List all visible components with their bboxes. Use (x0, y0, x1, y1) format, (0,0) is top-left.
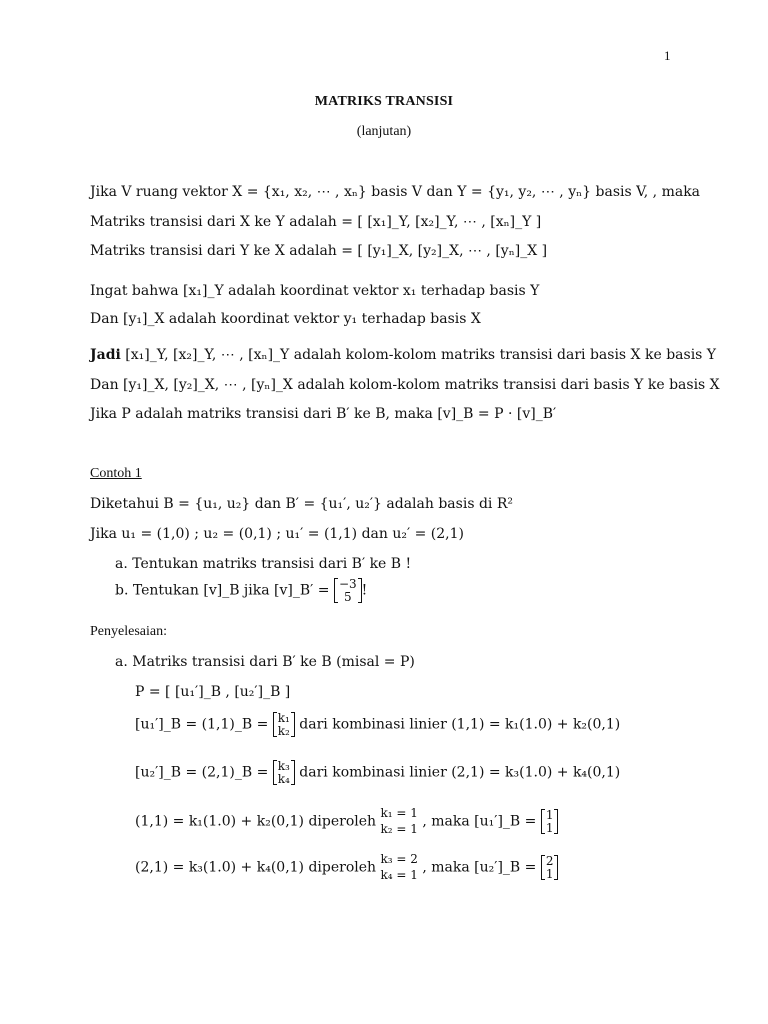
conclusion-text: [x₁]_Y, [x₂]_Y, ⋯ , [xₙ]_Y adalah kolom-kolom matriks transisi dari basis X ke basis Y (120, 347, 717, 363)
system-eq: k₂ = 1 (380, 821, 418, 836)
example-line-2: Jika u₁ = (1,0) ; u₂ = (0,1) ; u₁′ = (1,1) dan u₂′ = (2,1) (90, 526, 464, 542)
system-eq: k₄ = 1 (380, 867, 418, 882)
remark-line-1: Ingat bahwa [x₁]_Y adalah koordinat vektor x₁ terhadap basis Y (90, 283, 540, 299)
question-a: a. Tentukan matriks transisi dari B′ ke B ! (115, 556, 412, 572)
matrix-entry: k₄ (277, 771, 290, 786)
p-definition: P = [ [u₁′]_B , [u₂′]_B ] (135, 684, 291, 700)
system-eq: k₃ = 2 (380, 852, 418, 866)
conclusion-line-1 (90, 347, 716, 363)
conclusion-line-2: Dan [y₁]_X, [y₂]_X, ⋯ , [yₙ]_X adalah kolom-kolom matriks transisi dari basis Y ke basis X (90, 377, 720, 393)
conclusion-line-3: Jika P adalah matriks transisi dari B′ ke B, maka [v]_B = P · [v]_B′ (90, 406, 557, 422)
matrix-entry: 1 (545, 866, 554, 881)
question-b-matrix (334, 578, 362, 603)
matrix-entry: k₂ (277, 723, 290, 738)
system-2 (381, 852, 418, 883)
definition-line-3: Matriks transisi dari Y ke X adalah = [ [y₁]_X, [y₂]_X, ⋯ , [yₙ]_X ] (90, 243, 548, 259)
result-matrix-1 (541, 809, 559, 834)
matrix-entry: 1 (545, 820, 554, 835)
matrix-entry: k₃ (277, 759, 290, 773)
page-subtitle: (lanjutan) (356, 124, 412, 139)
row-u1-combination: dari kombinasi linier (1,1) = k₁(1.0) + k₂(0,1) (294, 716, 621, 733)
solution-a: a. Matriks transisi dari B′ ke B (misal = P) (115, 654, 415, 670)
row-u2-matrix (273, 760, 295, 785)
row-result-2 (135, 852, 558, 883)
row-result-1 (135, 806, 558, 837)
matrix-entry: −3 (338, 577, 357, 591)
page-number: 1 (664, 48, 671, 63)
row-result-1-text: (1,1) = k₁(1.0) + k₂(0,1) diperoleh (135, 813, 381, 830)
question-b-text: b. Tentukan [v]_B jika [v]_B′ = (115, 582, 330, 599)
row-result-2-text: (2,1) = k₃(1.0) + k₄(0,1) diperoleh (135, 859, 381, 876)
system-1 (381, 806, 418, 837)
remark-line-2: Dan [y₁]_X adalah koordinat vektor y₁ terhadap basis X (90, 311, 481, 327)
row-u1-matrix (273, 712, 295, 737)
matrix-entry: k₁ (277, 711, 290, 725)
matrix-entry: 1 (545, 808, 554, 822)
example-heading: Contoh 1 (90, 466, 142, 481)
definition-line-2: Matriks transisi dari X ke Y adalah = [ [x₁]_Y, [x₂]_Y, ⋯ , [xₙ]_Y ] (90, 214, 542, 230)
question-b (115, 578, 367, 603)
row-u2-text: [u₂′]_B = (2,1)_B = (135, 764, 269, 781)
page-title: MATRIKS TRANSISI (314, 94, 454, 109)
row-result-1-then: , maka [u₁′]_B = (422, 813, 537, 830)
example-line-1: Diketahui B = {u₁, u₂} dan B′ = {u₁′, u₂′} adalah basis di R² (90, 496, 513, 512)
result-matrix-2 (541, 855, 559, 880)
row-u2 (135, 760, 620, 785)
row-result-2-then: , maka [u₂′]_B = (422, 859, 537, 876)
row-u1 (135, 712, 620, 737)
row-u2-combination: dari kombinasi linier (2,1) = k₃(1.0) + k₄(0,1) (294, 764, 621, 781)
system-eq: k₁ = 1 (380, 806, 418, 820)
conclusion-bold: Jadi (90, 347, 121, 363)
solution-heading: Penyelesaian: (90, 624, 167, 639)
matrix-entry: 5 (344, 589, 352, 604)
definition-line-1: Jika V ruang vektor X = {x₁, x₂, ⋯ , xₙ} basis V dan Y = {y₁, y₂, ⋯ , yₙ} basis V, , maka (90, 184, 701, 200)
question-b-end: ! (361, 582, 368, 599)
row-u1-text: [u₁′]_B = (1,1)_B = (135, 716, 269, 733)
matrix-entry: 2 (545, 854, 554, 868)
